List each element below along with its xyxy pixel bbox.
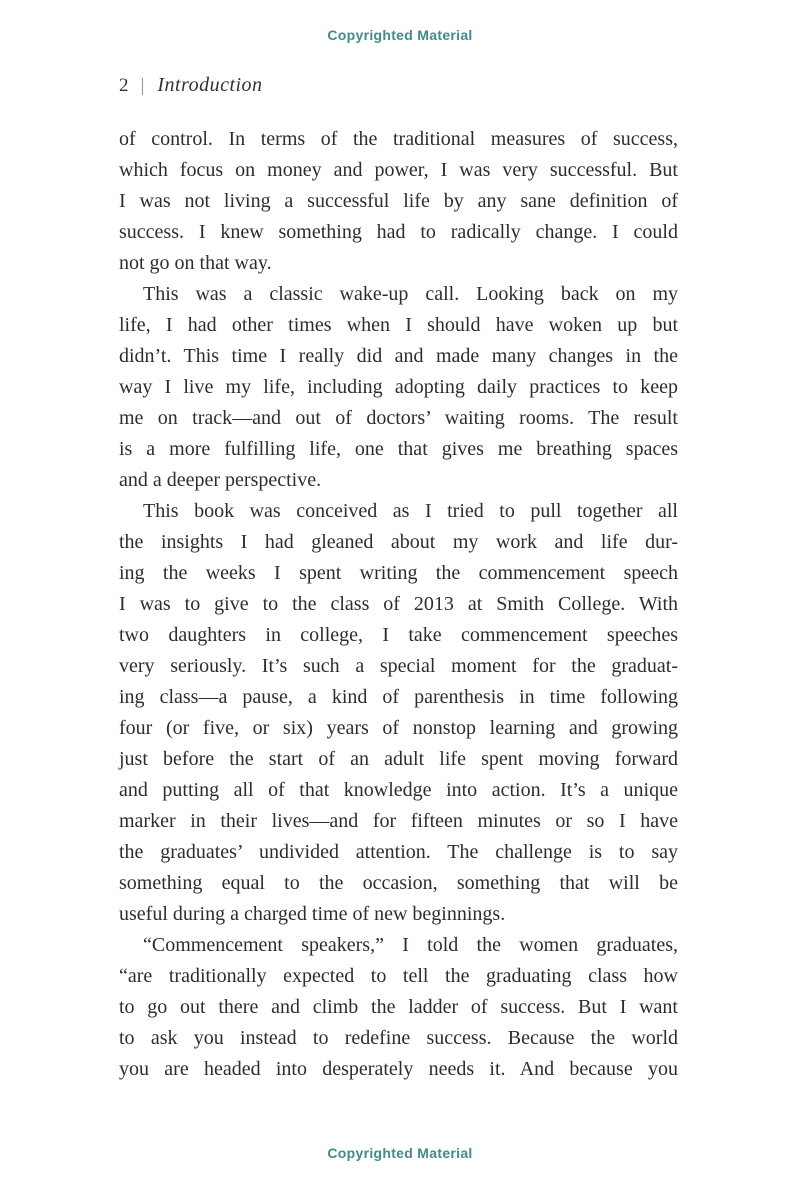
copyright-notice-bottom: Copyrighted Material (327, 1145, 473, 1161)
text-line: way I live my life, including adopting daily practices to keep (119, 376, 678, 398)
text-line: just before the start of an adult life spent moving forward (119, 748, 678, 770)
text-line: useful during a charged time of new beginnings. (119, 903, 506, 925)
text-line: I was to give to the class of 2013 at Smith College. With (119, 593, 678, 615)
text-line: “Commencement speakers,” I told the women graduates, (143, 934, 678, 956)
header-separator: | (140, 75, 145, 96)
text-line: is a more fulfilling life, one that gives me breathing spaces (119, 438, 678, 460)
text-line: life, I had other times when I should have woken up but (119, 314, 678, 336)
text-line: This book was conceived as I tried to pull together all (143, 500, 678, 522)
text-line: ing class—a pause, a kind of parenthesis in time following (119, 686, 678, 708)
text-line: you are headed into desperately needs it. And because you (119, 1058, 678, 1080)
paragraph (119, 496, 678, 930)
page-header (119, 74, 263, 97)
paragraph (119, 124, 678, 279)
text-line: me on track—and out of doctors’ waiting rooms. The result (119, 407, 678, 429)
page-body (119, 124, 678, 1085)
text-line: not go on that way. (119, 252, 272, 274)
text-line: didn’t. This time I really did and made many changes in the (119, 345, 678, 367)
chapter-title: Introduction (157, 74, 263, 96)
text-line: the insights I had gleaned about my work and life dur- (119, 531, 678, 553)
text-line: I was not living a successful life by any sane definition of (119, 190, 678, 212)
text-line: to go out there and climb the ladder of success. But I want (119, 996, 678, 1018)
page-number: 2 (119, 75, 129, 96)
text-line: something equal to the occasion, something that will be (119, 872, 678, 894)
text-line: to ask you instead to redefine success. Because the world (119, 1027, 678, 1049)
text-line: marker in their lives—and for fifteen minutes or so I have (119, 810, 678, 832)
text-line: of control. In terms of the traditional measures of success, (119, 128, 678, 150)
text-line: ing the weeks I spent writing the commencement speech (119, 562, 678, 584)
text-line: and a deeper perspective. (119, 469, 322, 491)
text-line: the graduates’ undivided attention. The challenge is to say (119, 841, 678, 863)
text-line: This was a classic wake-up call. Looking back on my (143, 283, 678, 305)
text-line: four (or five, or six) years of nonstop learning and growing (119, 717, 678, 739)
copyright-notice-top: Copyrighted Material (327, 27, 473, 43)
text-line: which focus on money and power, I was very successful. But (119, 159, 678, 181)
text-line: very seriously. It’s such a special moment for the graduat- (119, 655, 678, 677)
text-line: success. I knew something had to radically change. I could (119, 221, 678, 243)
paragraph (119, 279, 678, 496)
text-line: “are traditionally expected to tell the graduating class how (119, 965, 678, 987)
text-line: and putting all of that knowledge into action. It’s a unique (119, 779, 678, 801)
text-line: two daughters in college, I take commencement speeches (119, 624, 678, 646)
paragraph (119, 930, 678, 1085)
